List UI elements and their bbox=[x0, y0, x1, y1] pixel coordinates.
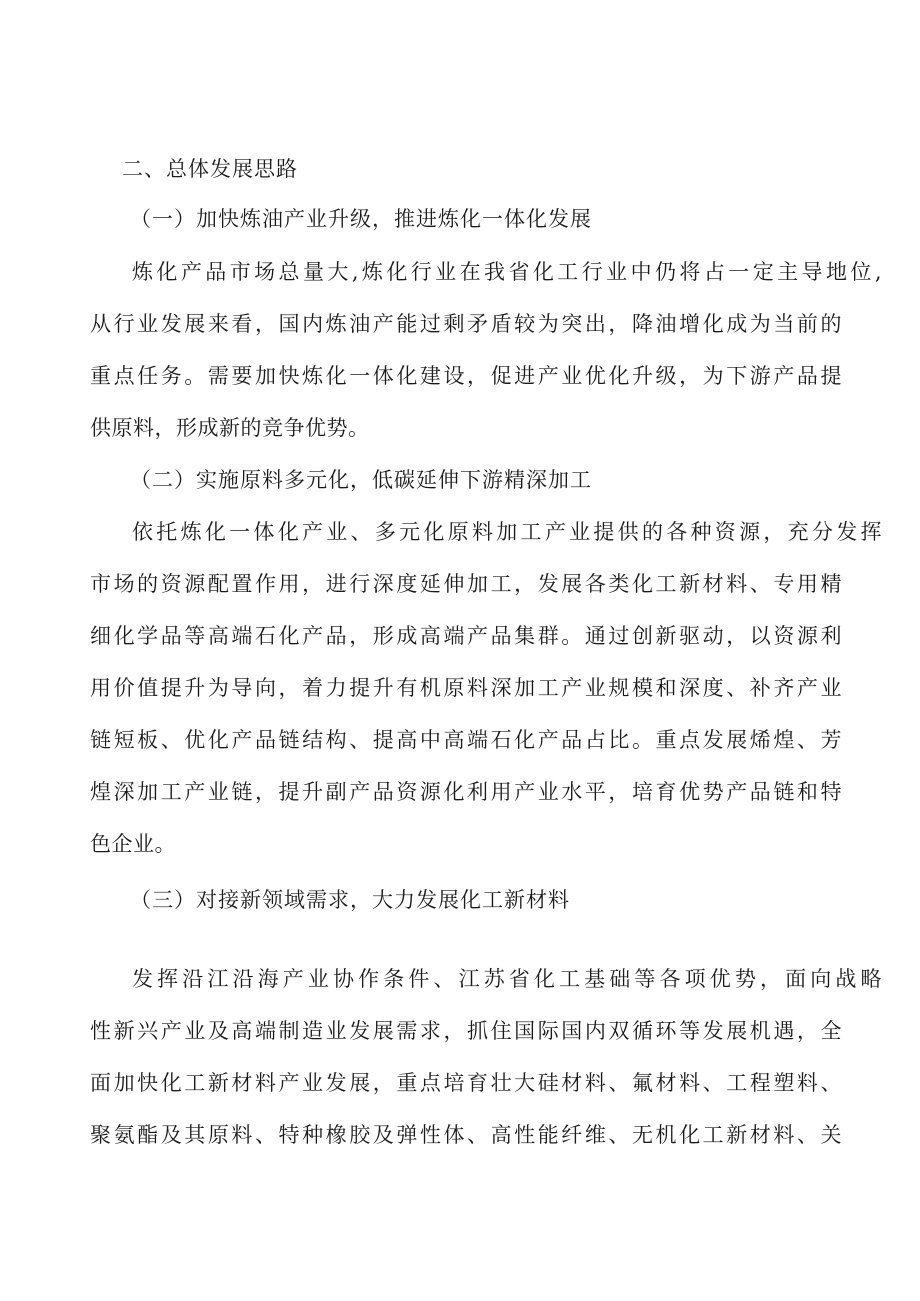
paragraph-1-line-4: 供原料，形成新的竞争优势。 bbox=[90, 416, 370, 440]
paragraph-2-line-2: 市场的资源配置作用，进行深度延伸加工，发展各类化工新材料、专用精 bbox=[90, 572, 842, 596]
paragraph-2-line-6: 煌深加工产业链，提升副产品资源化利用产业水平，培育优势产品链和特 bbox=[90, 780, 842, 804]
paragraph-3-line-1: 发挥沿江沿海产业协作条件、江苏省化工基础等各项优势，面向战略 bbox=[132, 967, 882, 991]
paragraph-1-line-3: 重点任务。需要加快炼化一体化建设，促进产业优化升级，为下游产品提 bbox=[90, 364, 842, 388]
paragraph-2-line-4: 用价值提升为导向，着力提升有机原料深加工产业规模和深度、补齐产业 bbox=[90, 676, 842, 700]
paragraph-2-line-1: 依托炼化一体化产业、多元化原料加工产业提供的各种资源，充分发挥 bbox=[132, 520, 882, 544]
paragraph-2-line-3: 细化学品等高端石化产品，形成高端产品集群。通过创新驱动，以资源利 bbox=[90, 624, 842, 648]
subsection-heading-3: （三）对接新领域需求，大力发展化工新材料 bbox=[130, 888, 570, 912]
paragraph-1-line-1: 炼化产品市场总量大,炼化行业在我省化工行业中仍将占一定主导地位, bbox=[132, 260, 882, 284]
section-title: 二、总体发展思路 bbox=[122, 157, 298, 181]
paragraph-1-line-2: 从行业发展来看，国内炼油产能过剩矛盾较为突出，降油增化成为当前的 bbox=[90, 312, 842, 336]
paragraph-3-line-2: 性新兴产业及高端制造业发展需求，抓住国际国内双循环等发展机遇，全 bbox=[90, 1019, 842, 1043]
paragraph-2-line-5: 链短板、优化产品链结构、提高中高端石化产品占比。重点发展烯煌、芳 bbox=[90, 728, 842, 752]
paragraph-2-line-7: 色企业。 bbox=[90, 832, 176, 856]
subsection-heading-2: （二）实施原料多元化，低碳延伸下游精深加工 bbox=[130, 468, 592, 492]
paragraph-3-line-3: 面加快化工新材料产业发展，重点培育壮大硅材料、氟材料、工程塑料、 bbox=[90, 1071, 842, 1095]
subsection-heading-1: （一）加快炼油产业升级，推进炼化一体化发展 bbox=[130, 207, 592, 231]
paragraph-3-line-4: 聚氨酯及其原料、特种橡胶及弹性体、高性能纤维、无机化工新材料、关 bbox=[90, 1123, 842, 1147]
